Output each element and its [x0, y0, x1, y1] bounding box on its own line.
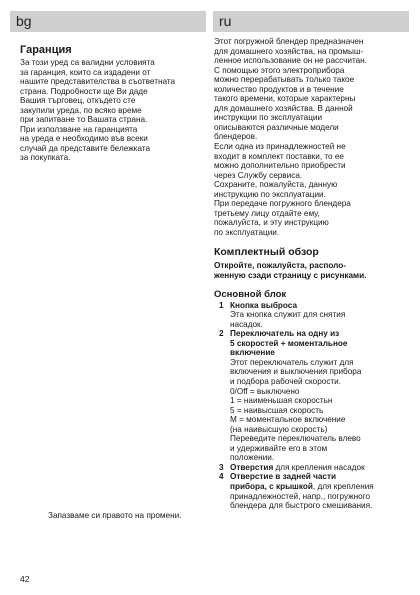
overview-note: Откройте, пожалуйста, располо- женную сзади страницу с рисунками.	[214, 261, 367, 281]
language-label-ru: ru	[219, 13, 232, 29]
russian-column	[214, 37, 410, 511]
item-title: Отверстие в задней части прибора, с крышкой	[230, 472, 337, 491]
language-bar-ru	[213, 11, 409, 32]
item-number: 4	[219, 472, 224, 482]
main-block-heading: Основной блок	[214, 288, 287, 300]
intro-text: Этот погружной блендер предназначен для домашнего хозяйства, на промыш- ленное использование он не рассчитан. С помощью этого электроприбора можно перерабатывать только такое количество продуктов и в течение такого времени, которые характерны для домашнего хозяйства. В данной инструкции по эксплуатации описываются различные модели блендеров. Если одна из принадлежностей не входит в комплект поставки, то ее можно дополнительно приобрести через Службу сервиса. Сохраните, пожалуйста, данную инструкцию по эксплуатации. При передаче погружного блендера третьему лицу отдайте ему, пожалуйста, и эту инструкцию по эксплуатации.	[214, 37, 367, 237]
language-bar-bg	[10, 11, 206, 32]
item-number: 2	[219, 329, 224, 339]
item-body: Эта кнопка служит для снятия насадок.	[230, 310, 346, 329]
language-label-bg: bg	[16, 13, 32, 29]
item-body: , для крепления принадлежностей, напр., погружного блендера для быстрого смешивания.	[230, 481, 374, 511]
item-body: Этот переключатель служит для включения и выключения прибора и подбора рабочей скорости. 0/Off = выключено 1 = наименьшая скоростьн 5 = наивысшая скорость M = моментальное включение (на наивысшую скорость) Переведите переключатель влево и удерживайте его в этом положении.	[230, 357, 362, 463]
item-number: 3	[219, 462, 224, 472]
item-title: Переключатель на одну из 5 скоростей + моментальное включение	[230, 329, 348, 358]
item-title: Отверстия	[230, 462, 274, 472]
bulgarian-column	[20, 44, 206, 163]
list-item	[214, 329, 410, 463]
list-item	[214, 463, 410, 473]
warranty-text: За този уред са валидни условията за гаранция, които са издадени от нашите представителства в съответната страна. Подробности ще Ви даде Вашия търговец, откъдето сте закупили уреда, по всяко време при запитване то Вашата страна. При използване на гаранцията на уреда е необходимо във всеки случай да представите бележката за покупката.	[20, 58, 176, 163]
list-item	[214, 301, 410, 330]
overview-heading: Комплектный обзор	[214, 246, 319, 259]
item-number: 1	[219, 300, 224, 310]
page-number: 42	[20, 574, 30, 584]
item-title: Кнопка выброса	[230, 300, 297, 310]
item-body: для крепления насадок	[273, 462, 365, 472]
warranty-heading: Гаранция	[20, 44, 72, 56]
rights-reserved-note: Запазваме си правото на промени.	[48, 511, 182, 520]
list-item	[214, 472, 410, 510]
